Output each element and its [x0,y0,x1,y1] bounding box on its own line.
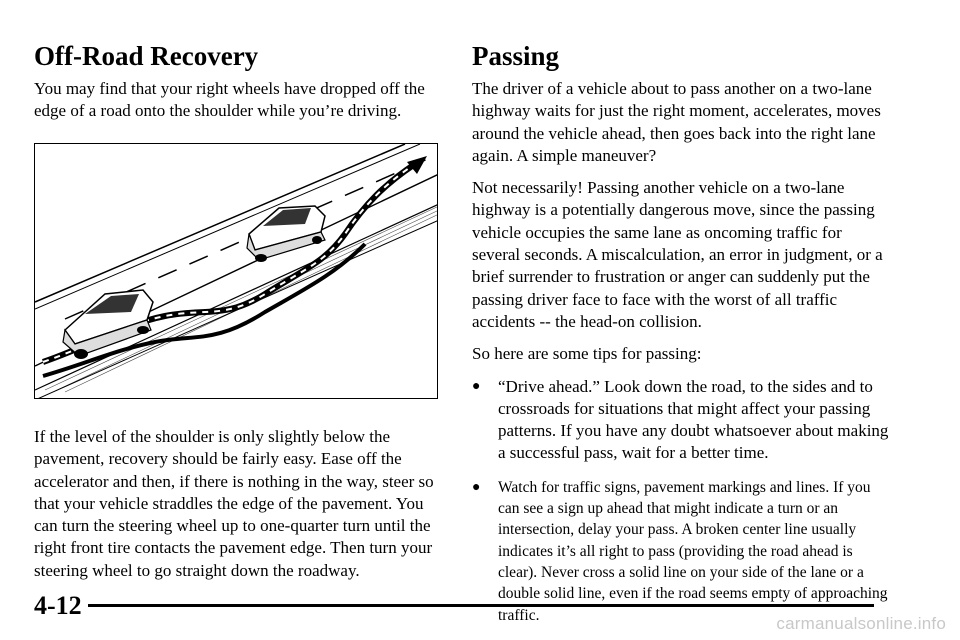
bullet-icon: ● [472,378,481,394]
shoulder-edge [35,204,438,390]
tip-text: “Drive ahead.” Look down the road, to the sides and to crossroads for situations that might affect your passing patterns. If you have any doubt whatsoever about making a successful pass, wait for a better time. [498,376,889,463]
arrow-head-icon [407,156,427,174]
list-item [472,376,892,465]
intro-paragraph: You may find that your right wheels have dropped off the edge of a road onto the shoulder while you’re driving. [34,79,425,121]
bullet-icon: ● [472,479,481,495]
footer-rule [88,604,874,607]
road-diagram [35,144,438,399]
recovery-paragraph: If the level of the shoulder is only slightly below the pavement, recovery should be fairly easy. Ease off the accelerator and then, if there is nothing in the way, steer so that your vehicle straddles the edge of the pavement. You can turn the steering wheel up to one-quarter turn until the right front tire contacts the pavement edge. Then turn your steering wheel to go straight down the roadway. [34,427,434,580]
passing-paragraph-1: The driver of a vehicle about to pass another on a two-lane highway waits for just the right moment, accelerates, moves around the vehicle ahead, then goes back into the right lane again. A simple maneuver? [472,79,881,165]
watermark: carmanualsonline.info [776,614,946,633]
passing-paragraph-3: So here are some tips for passing: [472,344,702,364]
right-column [472,40,892,626]
off-road-recovery-illustration [34,143,438,399]
passing-paragraph-2: Not necessarily! Passing another vehicle on a two-lane highway is a potentially dangerous move, since the passing vehicle occupies the same lane as oncoming traffic for several seconds. A miscalculation, an error in judgment, or a brief surrender to frustration or anger can suddenly put the passing driver face to face with the worst of all traffic accidents -- the head-on collision. [472,178,883,331]
left-column [34,40,444,580]
page-number: 4-12 [34,591,82,620]
rear-car-icon [63,290,153,359]
section-heading-passing: Passing [472,41,560,71]
passing-tips-list [472,376,892,626]
tip-text: Watch for traffic signs, pavement markings and lines. If you can see a sign up ahead that might indicate a turn or an intersection, delay your pass. A broken center line usually indicates it’s all right to pass (providing the road ahead is clear). Never cross a solid line on your side of the lane or a double solid line, even if the road seems empty of approaching traffic. [498,478,888,624]
front-car-icon [247,206,325,262]
road-left-edge-inner [35,144,420,309]
section-heading-off-road-recovery: Off-Road Recovery [34,41,259,71]
